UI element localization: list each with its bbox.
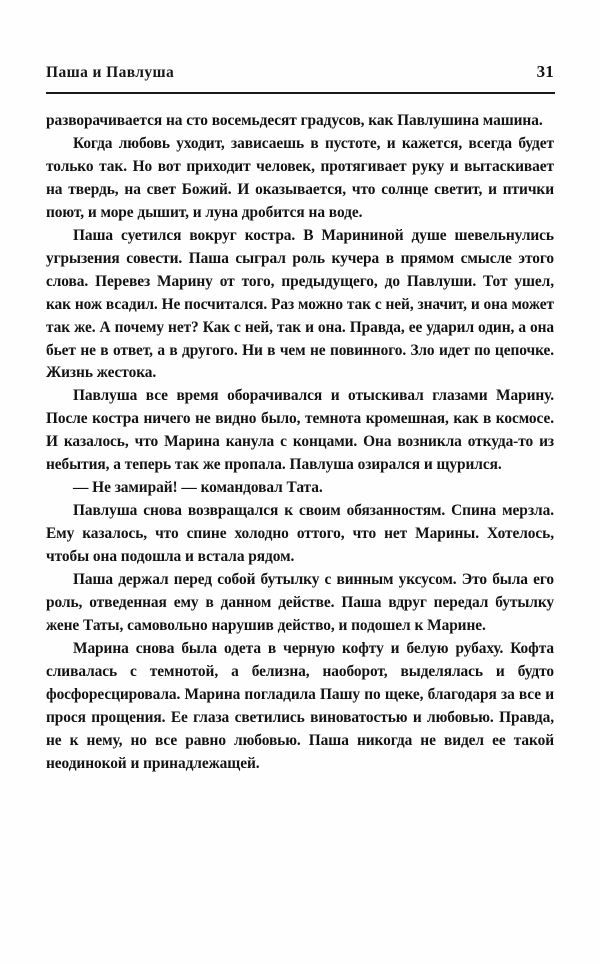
- paragraph: разворачивается на сто восемьдесят градусов, как Павлушина машина.: [46, 112, 543, 129]
- paragraph: Паша держал перед собой бутылку с винным уксусом. Это была его роль, отведенная ему в данном действе. Паша вдруг передал бутылку жене Таты, самовольно нарушив действо, и подошел к Марине.: [46, 571, 554, 634]
- paragraph: Когда любовь уходит, зависаешь в пустоте, и кажется, всегда будет только так. Но вот приходит человек, протягивает руку и вытаскивает на твердь, на свет Божий. И оказывается, что солнце светит, и птички поют, и море дышит, и луна дробится на воде.: [46, 134, 554, 221]
- paragraph: Павлуша снова возвращался к своим обязанностям. Спина мерзла. Ему казалось, что спине холодно оттого, что нет Марины. Хотелось, чтобы она подошла и встала рядом.: [46, 502, 554, 566]
- running-head: [46, 62, 554, 88]
- paragraph: Марина снова была одета в черную кофту и белую рубаху. Кофта сливалась с темнотой, а белизна, наоборот, выделялась и будто фосфоресцировала. Марина погладила Пашу по щеке, благодаря за все и прося прощения. Ее глаза светились виноватостью и любовью. Правда, не к нему, но все равно любовью. Паша никогда не видел ее такой неодинокой и принадлежащей.: [46, 639, 554, 772]
- paragraph: Павлуша все время оборачивался и отыскивал глазами Марину. После костра ничего не видно было, темнота кромешная, как в космосе. И казалось, что Марина канула с концами. Она возникла откуда-то из небытия, а теперь так же пропала. Павлуша озирался и щурился.: [46, 387, 554, 474]
- paragraph: — Не замирай! — командовал Тата.: [73, 479, 323, 497]
- running-head-title: Паша и Павлуша: [46, 64, 175, 81]
- paragraph: Паша суетился вокруг костра. В Марининой душе шевельнулись угрызения совести. Паша сыграл роль кучера в прямом смысле этого слова. Перевез Марину от того, предыдущего, до Павлуши. Тот ушел, как нож всадил. Не посчитался. Раз можно так с ней, значит, и она может так же. А почему нет? Как с ней, так и она. Правда, ее ударил один, а она бьет не в ответ, а в другого. Ни в чем не повинного. Зло идет по цепочке. Жизнь жестока.: [46, 226, 554, 382]
- header-rule: [46, 92, 555, 94]
- body-text-block: [46, 110, 554, 776]
- page-number: 31: [536, 62, 554, 81]
